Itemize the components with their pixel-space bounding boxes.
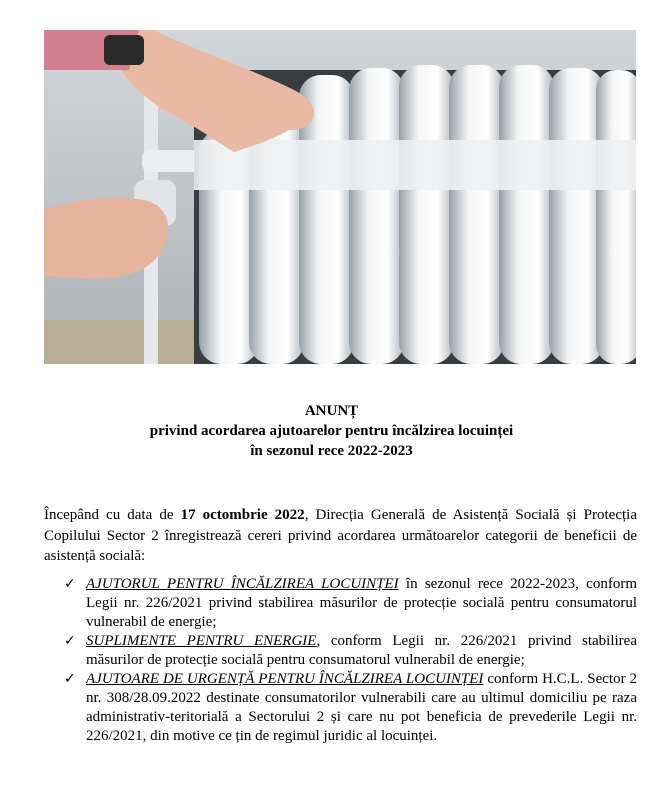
list-item (64, 575, 637, 632)
radiator-illustration (44, 30, 636, 364)
intro-paragraph (44, 505, 637, 567)
benefit-name: AJUTORUL PENTRU ÎNCĂLZIREA LOCUINȚEI (86, 576, 399, 592)
checkmark-icon: ✓ (64, 633, 76, 649)
benefit-description: în sezonul rece 2022-2023, conform Legii nr. 226/2021 privind stabilirea măsurilor de protecție socială pentru consumatorul vulnerabil de energie; (86, 576, 637, 630)
benefit-description: , conform Legii nr. 226/2021 privind stabilirea măsurilor de protecție socială pentru consumatorul vulnerabil de energie; (86, 633, 637, 668)
announcement-title: ANUNȚ (304, 403, 359, 419)
announcement-season: în sezonul rece 2022-2023 (250, 443, 413, 459)
list-item (64, 632, 637, 670)
radiator-photo (44, 30, 636, 364)
benefits-list (64, 575, 637, 746)
list-item (64, 670, 637, 746)
checkmark-icon: ✓ (64, 671, 76, 687)
intro-prefix: Începând cu data de (44, 507, 181, 523)
start-date: 17 octombrie 2022 (180, 507, 305, 523)
intro-body: , Direcția Generală de Asistență Socială și Protecția Copilului Sector 2 înregistrează cereri privind acordarea următoarelor categorii de beneficii de asistență socială: (44, 507, 637, 564)
benefit-name: SUPLIMENTE PENTRU ENERGIE (86, 633, 317, 649)
announcement-subtitle: privind acordarea ajutoarelor pentru încălzirea locuinței (149, 423, 514, 439)
benefit-description: conform H.C.L. Sector 2 nr. 308/28.09.2022 destinate consumatorilor vulnerabili care au ultimul domiciliu pe raza administrativ-teritorială a Sectorului 2 și care nu pot beneficia de prevederile Legii nr. 226/2021, din motive ce țin de regimul juridic al locuinței. (86, 671, 637, 744)
benefit-name: AJUTOARE DE URGENȚĂ PENTRU ÎNCĂLZIREA LOCUINȚEI (86, 671, 484, 687)
checkmark-icon: ✓ (64, 576, 76, 592)
